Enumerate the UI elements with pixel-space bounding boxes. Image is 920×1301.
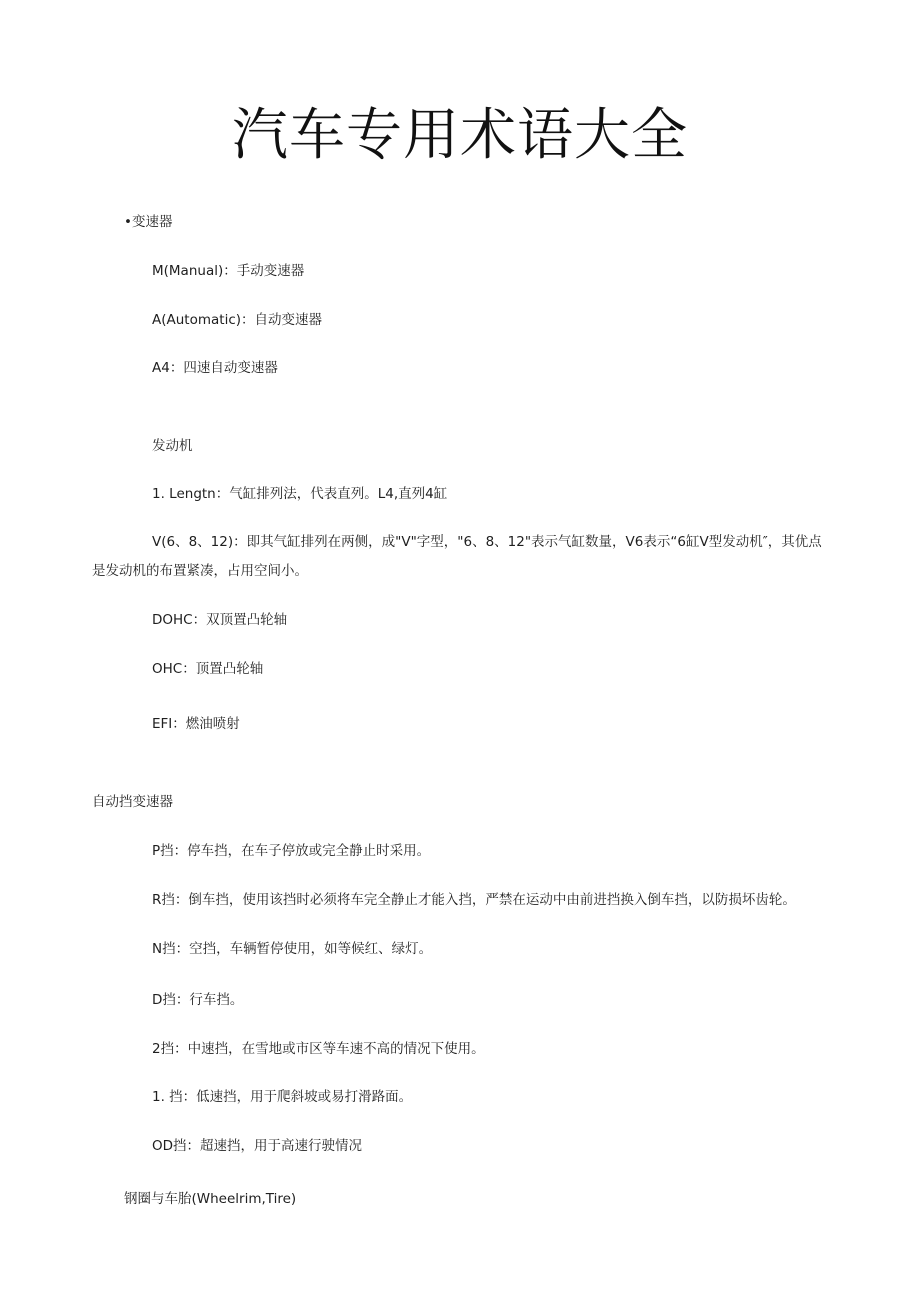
list-item: DOHC：双顶置凸轮轴 — [152, 612, 288, 628]
list-item: P挡：停车挡，在车子停放或完全静止时采用。 — [152, 843, 431, 859]
list-item: N挡：空挡，车辆暂停使用，如等候红、绿灯。 — [152, 941, 433, 957]
page-title: 汽车专用术语大全 — [232, 103, 688, 168]
list-item: D挡：行车挡。 — [152, 992, 244, 1008]
list-item: M(Manual)：手动变速器 — [152, 263, 305, 279]
list-item: EFI：燃油喷射 — [152, 716, 240, 732]
list-item: V(6、8、12)：即其气缸排列在两侧，成"V"字型，"6、8、12"表示气缸数量，V6表示“6缸V型发动机″，其优点是发动机的布置紧凑，占用空间小。 — [92, 534, 822, 579]
section-heading-wheels: 钢圈与车胎(Wheelrim,Tire) — [124, 1191, 297, 1207]
list-item: 2挡：中速挡，在雪地或市区等车速不高的情况下使用。 — [152, 1041, 485, 1057]
section-heading-engine: 发动机 — [152, 438, 193, 454]
list-item: 1. Lengtn：气缸排列法，代表直列。L4,直列4缸 — [152, 486, 448, 502]
list-item: R挡：倒车挡，使用该挡时必须将车完全静止才能入挡，严禁在运动中由前进挡换入倒车挡，以防损坏齿轮。 — [152, 892, 796, 908]
section-heading-automatic: 自动挡变速器 — [92, 794, 173, 810]
list-item: A(Automatic)：自动变速器 — [152, 312, 323, 328]
list-item: OHC：顶置凸轮轴 — [152, 661, 264, 677]
section-heading-transmission: •变速器 — [124, 214, 173, 230]
list-item: 1. 挡：低速挡，用于爬斜坡或易打滑路面。 — [152, 1089, 413, 1105]
list-item: A4：四速自动变速器 — [152, 360, 278, 376]
list-item: OD挡：超速挡，用于高速行驶情况 — [152, 1138, 363, 1154]
